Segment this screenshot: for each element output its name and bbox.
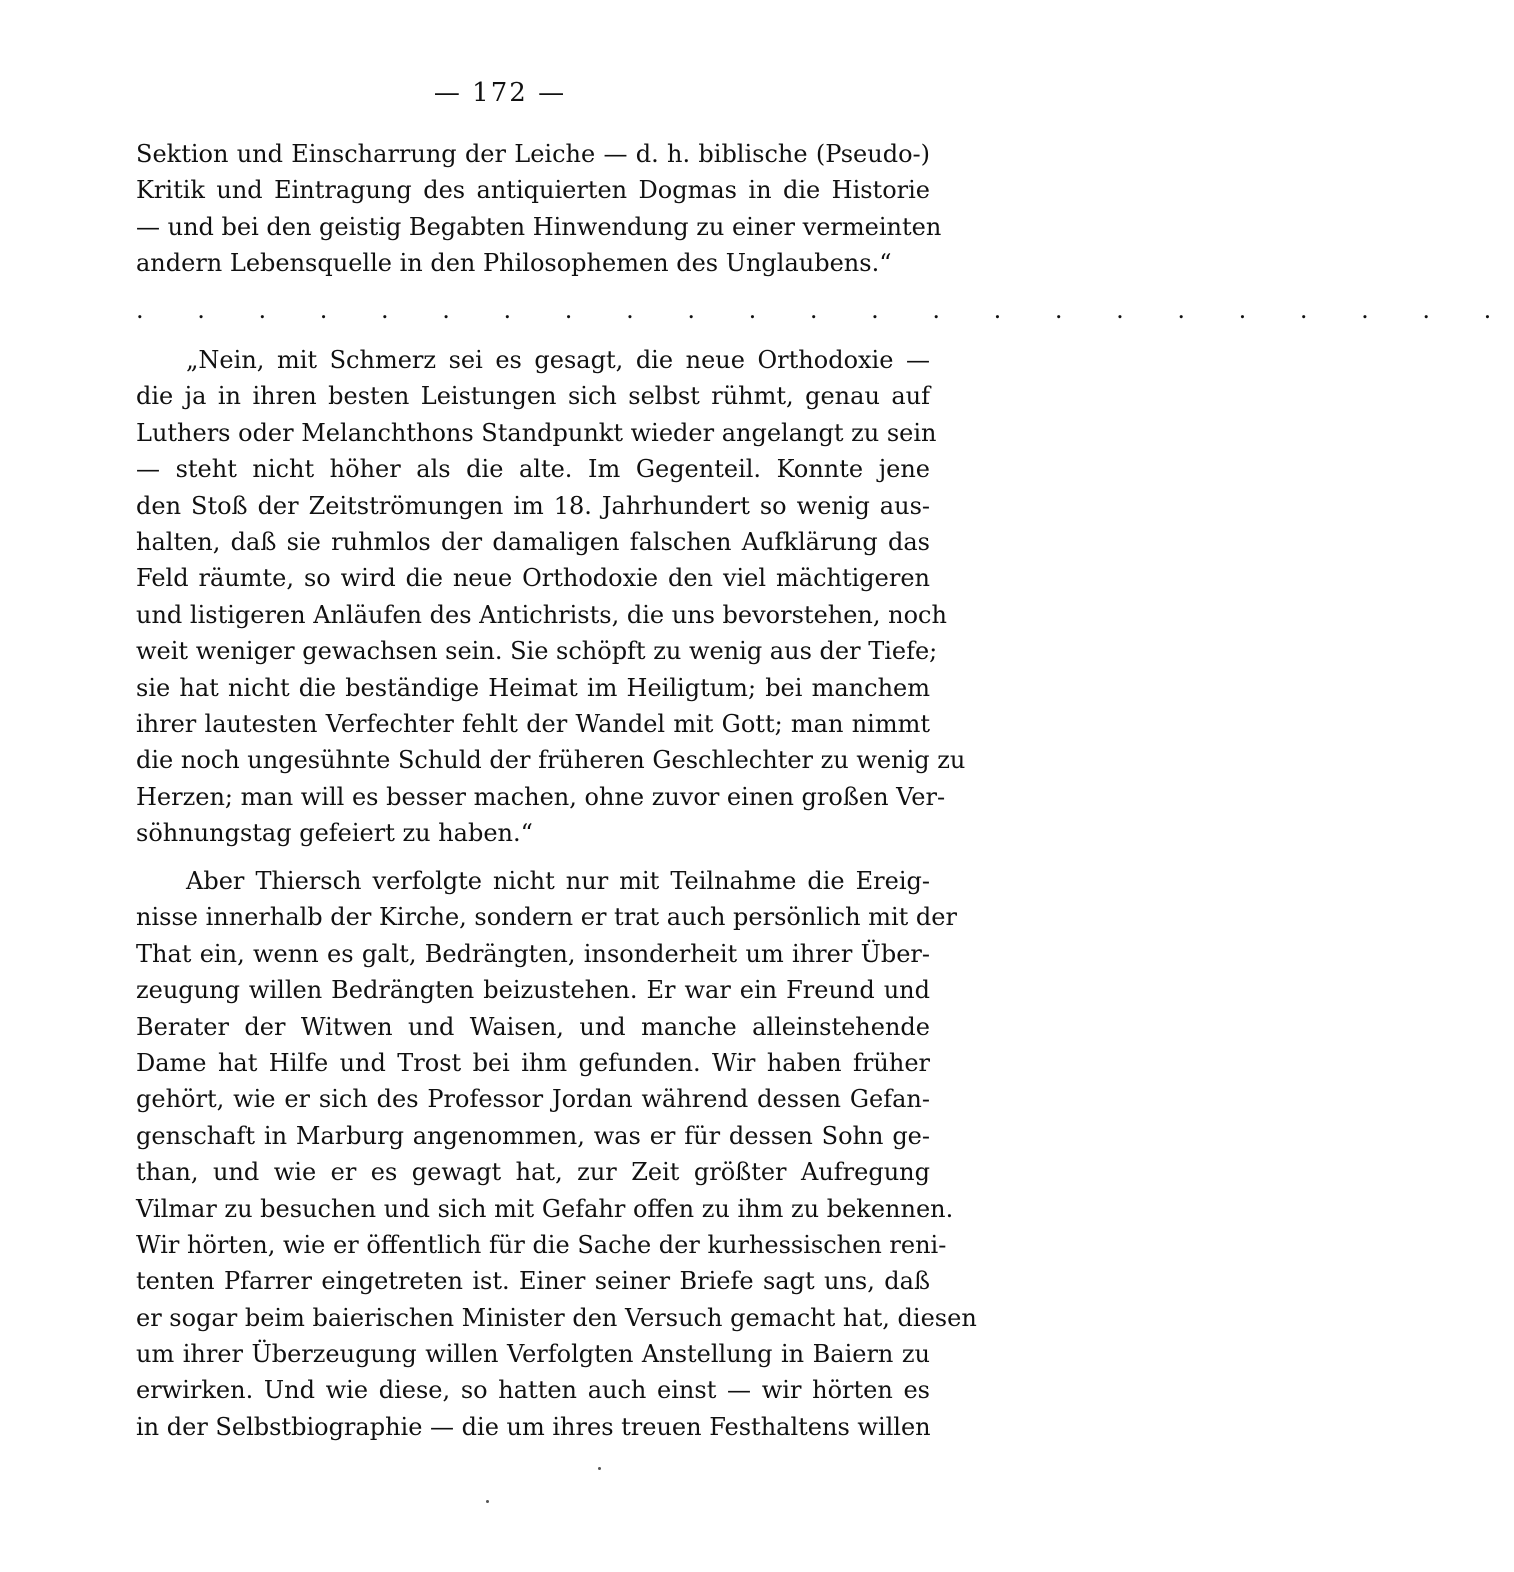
text-line: zeugung willen Bedrängten beizustehen. Er war ein Freund und (136, 976, 930, 1005)
text-line: Luthers oder Melanchthons Standpunkt wieder angelangt zu sein (136, 418, 937, 447)
page-number: — 172 — (433, 78, 567, 108)
quote-continuation (136, 136, 942, 282)
text-line: sie hat nicht die beständige Heimat im Heiligtum; bei manchem (136, 673, 930, 702)
text-line: den Stoß der Zeitströmungen im 18. Jahrhundert so wenig aus- (136, 491, 930, 520)
text-line: „Nein, mit Schmerz sei es gesagt, die neue Orthodoxie — (186, 346, 930, 374)
text-line: söhnungstag gefeiert zu haben.“ (136, 819, 533, 848)
text-line: die ja in ihren besten Leistungen sich selbst rühmt, genau auf (136, 382, 930, 411)
text-line: Sektion und Einscharrung der Leiche — d. h. biblische (Pseudo-) (136, 140, 930, 168)
print-speck (598, 1467, 601, 1470)
text-line: er sogar beim baierischen Minister den Versuch gemacht hat, diesen (136, 1303, 977, 1332)
text-line: weit weniger gewachsen sein. Sie schöpft zu wenig aus der Tiefe; (136, 637, 938, 666)
text-line: halten, daß sie ruhmlos der damaligen falschen Aufklärung das (136, 527, 930, 556)
text-line: um ihrer Überzeugung willen Verfolgten Anstellung in Baiern zu (136, 1340, 930, 1369)
text-line: erwirken. Und wie diese, so hatten auch einst — wir hörten es (136, 1376, 930, 1405)
ellipsis-separator: . . . . . . . . . . . . . . . . . . . . . . . (136, 296, 1514, 324)
text-line: gehört, wie er sich des Professor Jordan während dessen Gefan- (136, 1085, 930, 1114)
text-line: Kritik und Eintragung des antiquierten Dogmas in die Historie (136, 176, 930, 205)
text-line: andern Lebensquelle in den Philosophemen des Unglaubens.“ (136, 249, 892, 278)
text-line: That ein, wenn es galt, Bedrängten, insonderheit um ihrer Über- (136, 939, 930, 968)
print-speck (486, 1500, 489, 1503)
text-line: — und bei den geistig Begabten Hinwendung zu einer vermeinten (136, 212, 942, 241)
text-line: in der Selbstbiographie — die um ihres treuen Festhaltens willen (136, 1412, 931, 1441)
text-line: Dame hat Hilfe und Trost bei ihm gefunden. Wir haben früher (136, 1048, 930, 1077)
text-line: Aber Thiersch verfolgte nicht nur mit Teilnahme die Ereig- (186, 867, 930, 895)
body-paragraph (136, 863, 977, 1445)
text-line: Herzen; man will es besser machen, ohne zuvor einen großen Ver- (136, 782, 946, 811)
text-line: Wir hörten, wie er öffentlich für die Sache der kurhessischen reni- (136, 1230, 947, 1259)
text-line: die noch ungesühnte Schuld der früheren Geschlechter zu wenig zu (136, 746, 966, 775)
text-line: than, und wie er es gewagt hat, zur Zeit größter Aufregung (136, 1158, 930, 1187)
text-line: tenten Pfarrer eingetreten ist. Einer seiner Briefe sagt uns, daß (136, 1267, 930, 1296)
text-line: nisse innerhalb der Kirche, sondern er trat auch persönlich mit der (136, 903, 957, 932)
text-line: und listigeren Anläufen des Antichrists, die uns bevorstehen, noch (136, 600, 947, 629)
quote-paragraph (136, 342, 966, 851)
text-line: — steht nicht höher als die alte. Im Gegenteil. Konnte jene (136, 455, 930, 484)
text-line: genschaft in Marburg angenommen, was er für dessen Sohn ge- (136, 1121, 930, 1150)
text-line: Vilmar zu besuchen und sich mit Gefahr offen zu ihm zu bekennen. (136, 1194, 954, 1223)
text-line: Feld räumte, so wird die neue Orthodoxie den viel mächtigeren (136, 564, 930, 593)
text-line: Berater der Witwen und Waisen, und manche alleinstehende (136, 1012, 930, 1041)
text-line: ihrer lautesten Verfechter fehlt der Wandel mit Gott; man nimmt (136, 709, 930, 738)
